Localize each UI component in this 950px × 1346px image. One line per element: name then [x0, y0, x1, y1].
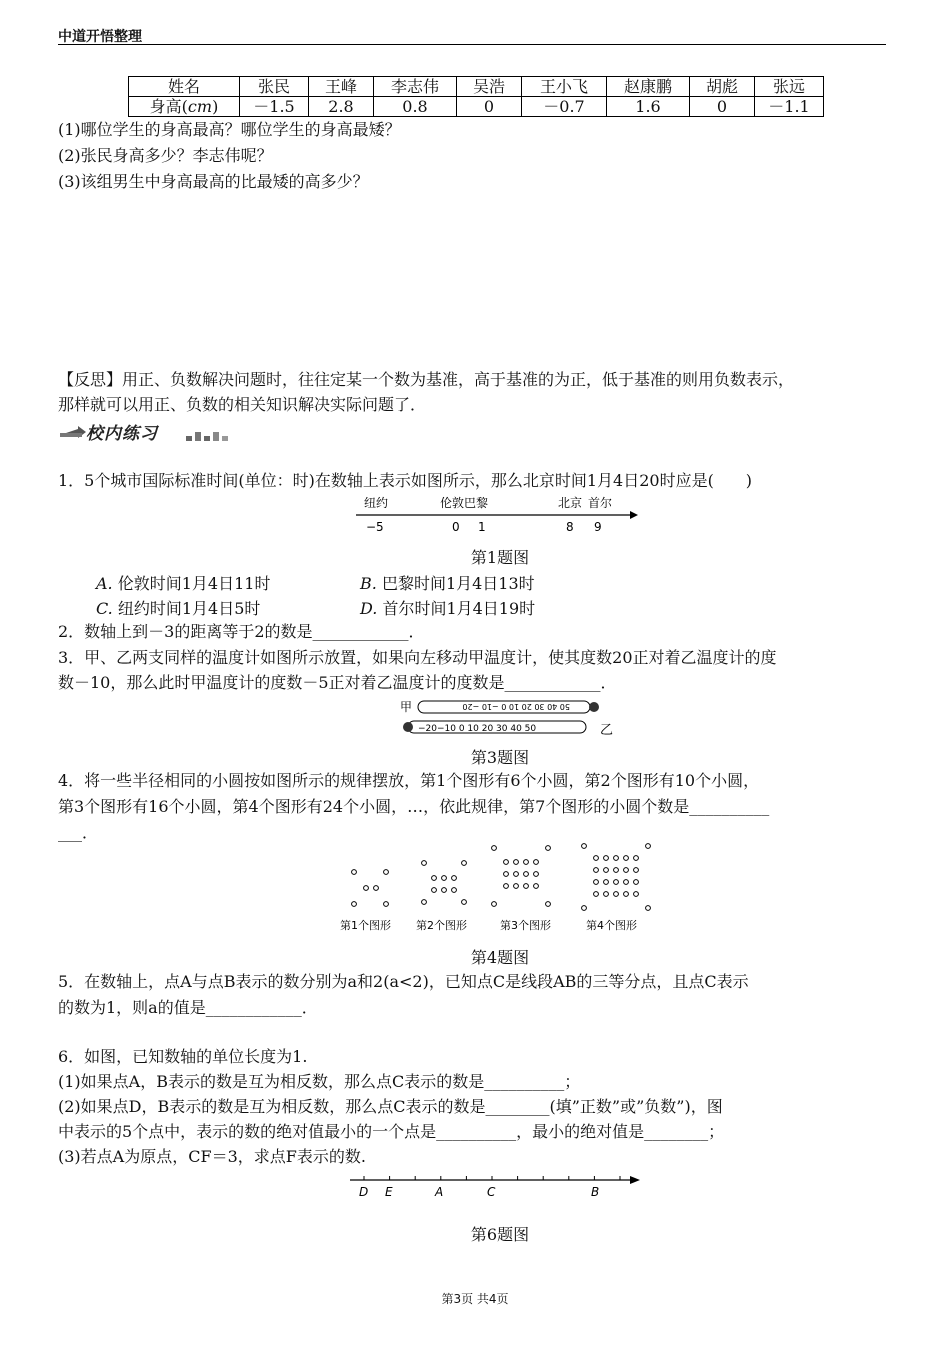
reflection-line-2: 那样就可以用正、负数的相关知识解决实际问题了．	[58, 395, 427, 414]
small-circle	[634, 856, 639, 861]
figure-label: 第4个图形	[586, 919, 637, 932]
problem-4-line-1: 4．将一些半径相同的小圆按如图所示的规律摆放，第1个图形有6个小圆，第2个图形有10个小圆，	[58, 771, 760, 790]
small-circle	[594, 892, 599, 897]
bulb-yi	[403, 722, 413, 732]
label-yi: 乙	[600, 723, 614, 738]
small-circle	[384, 870, 389, 875]
axis-arrow	[630, 1176, 640, 1184]
small-circle	[352, 902, 357, 907]
option-letter: C.	[96, 599, 113, 618]
cell-label-end: )	[212, 97, 219, 116]
option-a	[96, 571, 270, 594]
small-circle	[624, 868, 629, 873]
small-circle	[492, 902, 497, 907]
problem-6-line-1: 6．如图，已知数轴的单位长度为1.	[58, 1047, 308, 1066]
table-cell: 王小飞	[522, 77, 607, 97]
axis-number: 1	[478, 520, 486, 534]
problem-4-line-3: ___．	[58, 823, 99, 842]
small-circle	[504, 884, 509, 889]
option-d	[360, 596, 535, 619]
option-letter: A.	[96, 574, 113, 593]
table-cell: 1.6	[607, 97, 690, 117]
option-letter: D.	[360, 599, 378, 618]
small-circle	[452, 876, 457, 881]
scale-yi: −20−10 0 10 20 30 40 50	[418, 724, 537, 734]
circle-pattern-figure	[338, 836, 660, 936]
table-cell: 李志伟	[374, 77, 457, 97]
banner-title: 校内练习	[86, 424, 158, 444]
problem-2-text: 2．数轴上到－3的距离等于2的数是____________．	[58, 622, 425, 641]
cell-label: 身高(	[149, 97, 188, 116]
bulb-jia	[589, 702, 599, 712]
problem-5-line-1: 5．在数轴上，点A与点B表示的数分别为a和2(a<2)，已知点C是线段AB的三等分点，且点C表示	[58, 972, 749, 991]
problem-1-text: 1．5个城市国际标准时间(单位：时)在数轴上表示如图所示，那么北京时间1月4日20时应是( )	[58, 471, 753, 490]
table-cell: 赵康鹏	[607, 77, 690, 97]
option-text: 伦敦时间1月4日11时	[117, 574, 271, 593]
question-3: (3)该组男生中身高最高的比最矮的高多少？	[58, 172, 369, 191]
small-circle	[452, 888, 457, 893]
small-circle	[442, 876, 447, 881]
axis-number: 8	[566, 520, 574, 534]
problem-3-line-1: 3．甲、乙两支同样的温度计如图所示放置，如果向左移动甲温度计，使其度数20正对着乙温度计的度	[58, 648, 777, 667]
figure-3-caption: 第3题图	[470, 748, 530, 767]
scale-jia: 50 40 30 20 10 0 −10 −20	[462, 702, 570, 711]
table-row	[129, 97, 824, 117]
small-circle	[646, 906, 651, 911]
small-circle	[546, 902, 551, 907]
figure-label: 第2个图形	[416, 919, 467, 932]
small-circle	[384, 902, 389, 907]
axis-number: −5	[366, 520, 384, 534]
small-circle	[524, 884, 529, 889]
header-title: 中道开悟整理	[58, 29, 142, 45]
small-circle	[432, 888, 437, 893]
small-circle	[634, 868, 639, 873]
small-circle	[514, 872, 519, 877]
figure-4-caption: 第4题图	[470, 948, 530, 967]
problem-1-number-line	[350, 491, 640, 535]
small-circle	[374, 886, 379, 891]
reflection-line-1: 【反思】用正、负数解决问题时，往往定某一个数为基准，高于基准的为正，低于基准的则用负数表示，	[58, 370, 795, 389]
page-footer: 第3页 共4页	[441, 1292, 509, 1306]
small-circle	[442, 888, 447, 893]
small-circle	[624, 880, 629, 885]
section-banner	[58, 418, 236, 444]
problem-6-line-2: (1)如果点A，B表示的数是互为相反数，那么点C表示的数是__________；	[58, 1072, 581, 1091]
small-circle	[524, 872, 529, 877]
small-circle	[594, 868, 599, 873]
small-circle	[432, 876, 437, 881]
table-cell: 0.8	[374, 97, 457, 117]
small-circle	[504, 872, 509, 877]
option-text: 首尔时间1月4日19时	[382, 599, 536, 618]
table-cell: 吴浩	[457, 77, 522, 97]
axis-arrow	[630, 511, 638, 519]
small-circle	[614, 880, 619, 885]
problem-6-line-4: 中表示的5个点中，表示的数的绝对值最小的一个点是__________，最小的绝对值是________；	[58, 1122, 725, 1141]
small-circle	[624, 892, 629, 897]
table-cell: 张民	[240, 77, 309, 97]
point-label-b: B	[591, 1185, 600, 1199]
point-label-c: C	[487, 1185, 496, 1199]
table-cell: －1.5	[240, 97, 309, 117]
small-circle	[582, 906, 587, 911]
small-circle	[582, 844, 587, 849]
axis-label: 伦敦巴黎	[440, 496, 489, 510]
option-text: 纽约时间1月4日5时	[117, 599, 261, 618]
point-label-d: D	[359, 1185, 369, 1199]
small-circle	[422, 900, 427, 905]
thermometer-figure	[398, 696, 628, 740]
option-letter: B.	[360, 574, 377, 593]
small-circle	[534, 884, 539, 889]
table-cell: 胡彪	[690, 77, 755, 97]
problem-4-line-2: 第3个图形有16个小圆，第4个图形有24个小圆，…，依此规律，第7个图形的小圆个数是__________	[58, 797, 770, 816]
table-cell: 张远	[755, 77, 824, 97]
label-jia: 甲	[400, 700, 413, 714]
small-circle	[614, 868, 619, 873]
table-row	[129, 77, 824, 97]
table-cell: 2.8	[309, 97, 374, 117]
small-circle	[614, 892, 619, 897]
small-circle	[492, 846, 497, 851]
problem-5-line-2: 的数为1，则a的值是____________．	[58, 998, 318, 1017]
small-circle	[624, 856, 629, 861]
small-circle	[604, 880, 609, 885]
problem-3-line-2: 数－10，那么此时甲温度计的度数－5正对着乙温度计的度数是____________．	[58, 673, 617, 692]
table-cell: 0	[457, 97, 522, 117]
small-circle	[364, 886, 369, 891]
table-cell: 王峰	[309, 77, 374, 97]
small-circle	[534, 860, 539, 865]
table-cell: －1.1	[755, 97, 824, 117]
small-circle	[514, 884, 519, 889]
small-circle	[546, 846, 551, 851]
small-circle	[604, 856, 609, 861]
question-1: (1)哪位学生的身高最高？哪位学生的身高最矮？	[58, 120, 401, 139]
figure-1-caption: 第1题图	[470, 548, 530, 567]
figure-6-caption: 第6题图	[470, 1225, 530, 1244]
small-circle	[594, 880, 599, 885]
small-circle	[634, 880, 639, 885]
table-cell	[129, 97, 240, 117]
small-circle	[646, 844, 651, 849]
option-text: 巴黎时间1月4日13时	[381, 574, 535, 593]
height-table	[128, 76, 824, 117]
small-circle	[352, 870, 357, 875]
small-circle	[534, 872, 539, 877]
problem-6-number-line	[346, 1170, 646, 1204]
small-circle	[594, 856, 599, 861]
small-circle	[614, 856, 619, 861]
problem-6-line-3: (2)如果点D，B表示的数是互为相反数，那么点C表示的数是________(填”正数”或”负数”)，图	[58, 1097, 723, 1116]
small-circle	[604, 892, 609, 897]
small-circle	[524, 860, 529, 865]
small-circle	[504, 860, 509, 865]
axis-label: 北京	[558, 496, 583, 510]
table-cell: 0	[690, 97, 755, 117]
axis-label: 纽约	[364, 496, 389, 510]
axis-label: 首尔	[588, 496, 613, 510]
table-cell: －0.7	[522, 97, 607, 117]
point-label-a: A	[435, 1185, 444, 1199]
small-circle	[634, 892, 639, 897]
unit-label: cm	[187, 97, 213, 116]
small-circle	[422, 861, 427, 866]
small-circle	[462, 900, 467, 905]
small-circle	[462, 861, 467, 866]
figure-label: 第3个图形	[500, 919, 551, 932]
axis-number: 9	[594, 520, 602, 534]
table-cell: 姓名	[129, 77, 240, 97]
figure-label: 第1个图形	[340, 919, 391, 932]
page-header	[58, 26, 886, 45]
circle-pattern	[352, 844, 651, 911]
axis-number: 0	[452, 520, 460, 534]
question-2: (2)张民身高多少？李志伟呢？	[58, 146, 273, 165]
problem-6-line-5: (3)若点A为原点，CF＝3，求点F表示的数.	[58, 1147, 366, 1166]
option-c	[96, 596, 260, 619]
small-circle	[604, 868, 609, 873]
small-circle	[514, 860, 519, 865]
option-b	[360, 571, 535, 594]
point-label-e: E	[385, 1185, 393, 1199]
